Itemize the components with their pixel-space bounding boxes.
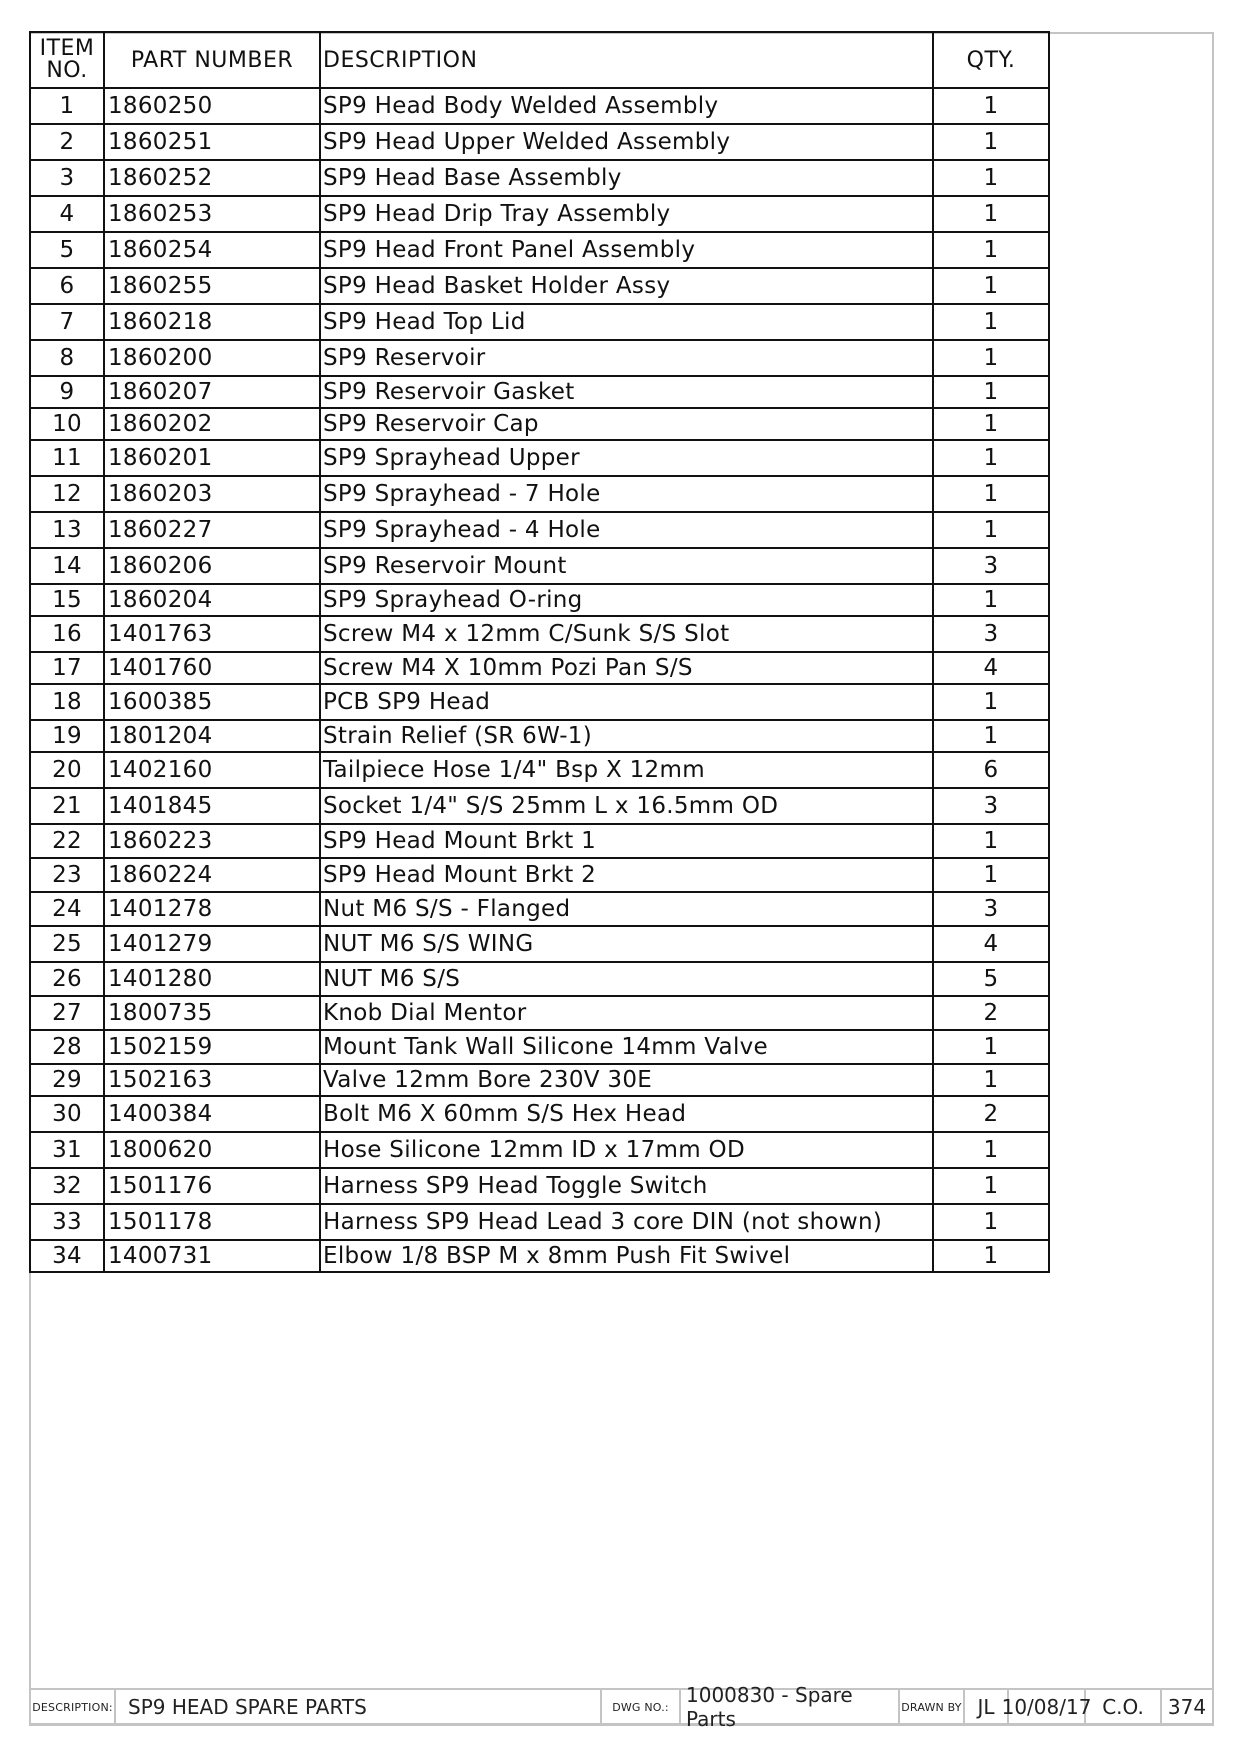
co-value: 374 xyxy=(1167,1695,1207,1719)
date-value: 10/08/17 xyxy=(1009,1690,1086,1724)
part-number-cell: 1860251 xyxy=(104,124,320,160)
item-number-cell: 24 xyxy=(30,892,104,926)
item-number-cell: 14 xyxy=(30,548,104,584)
item-number-cell: 1 xyxy=(30,88,104,124)
description-cell: PCB SP9 Head xyxy=(320,684,933,720)
table-row xyxy=(30,996,1049,1030)
part-number-cell: 1502159 xyxy=(104,1030,320,1064)
table-row xyxy=(30,408,1049,440)
quantity-cell: 1 xyxy=(933,1030,1049,1064)
item-number-cell: 11 xyxy=(30,440,104,476)
table-row xyxy=(30,512,1049,548)
part-number-cell: 1860200 xyxy=(104,340,320,376)
item-number-cell: 9 xyxy=(30,376,104,408)
quantity-cell: 3 xyxy=(933,788,1049,824)
description-cell: SP9 Sprayhead - 4 Hole xyxy=(320,512,933,548)
table-row xyxy=(30,1132,1049,1168)
part-number-cell: 1860204 xyxy=(104,584,320,616)
description-cell: SP9 Sprayhead Upper xyxy=(320,440,933,476)
part-number-cell: 1402160 xyxy=(104,752,320,788)
quantity-cell: 1 xyxy=(933,824,1049,858)
item-number-cell: 26 xyxy=(30,962,104,996)
part-number-cell: 1860255 xyxy=(104,268,320,304)
part-number-cell: 1600385 xyxy=(104,684,320,720)
quantity-cell: 1 xyxy=(933,196,1049,232)
part-number-cell: 1502163 xyxy=(104,1064,320,1096)
part-number-cell: 1860253 xyxy=(104,196,320,232)
description-cell: Knob Dial Mentor xyxy=(320,996,933,1030)
header-item-line2: NO. xyxy=(46,58,88,83)
item-number-cell: 7 xyxy=(30,304,104,340)
item-number-cell: 34 xyxy=(30,1240,104,1272)
quantity-cell: 1 xyxy=(933,160,1049,196)
description-cell: Tailpiece Hose 1/4" Bsp X 12mm xyxy=(320,752,933,788)
header-qty: QTY. xyxy=(933,32,1049,88)
quantity-cell: 1 xyxy=(933,684,1049,720)
table-row xyxy=(30,304,1049,340)
quantity-cell: 1 xyxy=(933,232,1049,268)
table-row xyxy=(30,1204,1049,1240)
quantity-cell: 3 xyxy=(933,616,1049,652)
table-row xyxy=(30,892,1049,926)
item-number-cell: 19 xyxy=(30,720,104,752)
part-number-cell: 1501178 xyxy=(104,1204,320,1240)
description-cell: Screw M4 x 12mm C/Sunk S/S Slot xyxy=(320,616,933,652)
quantity-cell: 1 xyxy=(933,340,1049,376)
description-cell: Harness SP9 Head Toggle Switch xyxy=(320,1168,933,1204)
part-number-cell: 1860218 xyxy=(104,304,320,340)
item-number-cell: 20 xyxy=(30,752,104,788)
item-number-cell: 30 xyxy=(30,1096,104,1132)
quantity-cell: 1 xyxy=(933,1132,1049,1168)
part-number-cell: 1401279 xyxy=(104,926,320,962)
description-cell: Bolt M6 X 60mm S/S Hex Head xyxy=(320,1096,933,1132)
table-row xyxy=(30,124,1049,160)
table-row xyxy=(30,1030,1049,1064)
description-cell: SP9 Head Front Panel Assembly xyxy=(320,232,933,268)
description-cell: Screw M4 X 10mm Pozi Pan S/S xyxy=(320,652,933,684)
table-row xyxy=(30,684,1049,720)
part-number-cell: 1860223 xyxy=(104,824,320,858)
item-number-cell: 17 xyxy=(30,652,104,684)
item-number-cell: 23 xyxy=(30,858,104,892)
part-number-cell: 1860252 xyxy=(104,160,320,196)
quantity-cell: 1 xyxy=(933,124,1049,160)
quantity-cell: 2 xyxy=(933,996,1049,1030)
quantity-cell: 2 xyxy=(933,1096,1049,1132)
quantity-cell: 1 xyxy=(933,720,1049,752)
part-number-cell: 1860254 xyxy=(104,232,320,268)
quantity-cell: 1 xyxy=(933,88,1049,124)
description-cell: Mount Tank Wall Silicone 14mm Valve xyxy=(320,1030,933,1064)
description-cell: SP9 Reservoir Cap xyxy=(320,408,933,440)
table-body xyxy=(30,88,1049,1272)
item-number-cell: 29 xyxy=(30,1064,104,1096)
item-number-cell: 4 xyxy=(30,196,104,232)
table-row xyxy=(30,962,1049,996)
item-number-cell: 33 xyxy=(30,1204,104,1240)
table-row xyxy=(30,376,1049,408)
description-cell: SP9 Head Mount Brkt 2 xyxy=(320,858,933,892)
item-number-cell: 15 xyxy=(30,584,104,616)
description-cell: SP9 Sprayhead - 7 Hole xyxy=(320,476,933,512)
part-number-cell: 1401763 xyxy=(104,616,320,652)
description-cell: SP9 Head Drip Tray Assembly xyxy=(320,196,933,232)
item-number-cell: 18 xyxy=(30,684,104,720)
part-number-cell: 1860207 xyxy=(104,376,320,408)
description-cell: SP9 Sprayhead O-ring xyxy=(320,584,933,616)
description-cell: SP9 Reservoir xyxy=(320,340,933,376)
description-cell: SP9 Head Mount Brkt 1 xyxy=(320,824,933,858)
drawn-by-label: DRAWN BY xyxy=(900,1690,965,1724)
table-row xyxy=(30,652,1049,684)
part-number-cell: 1860202 xyxy=(104,408,320,440)
part-number-cell: 1860224 xyxy=(104,858,320,892)
description-cell: NUT M6 S/S WING xyxy=(320,926,933,962)
part-number-cell: 1401845 xyxy=(104,788,320,824)
part-number-cell: 1501176 xyxy=(104,1168,320,1204)
description-cell: Nut M6 S/S - Flanged xyxy=(320,892,933,926)
item-number-cell: 28 xyxy=(30,1030,104,1064)
description-value: SP9 HEAD SPARE PARTS xyxy=(116,1690,602,1724)
table-row xyxy=(30,752,1049,788)
part-number-cell: 1401278 xyxy=(104,892,320,926)
quantity-cell: 1 xyxy=(933,1204,1049,1240)
item-number-cell: 8 xyxy=(30,340,104,376)
description-cell: Strain Relief (SR 6W-1) xyxy=(320,720,933,752)
table-row xyxy=(30,824,1049,858)
quantity-cell: 4 xyxy=(933,652,1049,684)
description-cell: NUT M6 S/S xyxy=(320,962,933,996)
table-row xyxy=(30,616,1049,652)
item-number-cell: 21 xyxy=(30,788,104,824)
table-row xyxy=(30,584,1049,616)
header-description: DESCRIPTION xyxy=(320,32,933,88)
table-row xyxy=(30,340,1049,376)
description-label: DESCRIPTION: xyxy=(31,1690,116,1724)
table-row xyxy=(30,926,1049,962)
table-row xyxy=(30,1240,1049,1272)
part-number-cell: 1401280 xyxy=(104,962,320,996)
description-cell: Valve 12mm Bore 230V 30E xyxy=(320,1064,933,1096)
quantity-cell: 1 xyxy=(933,304,1049,340)
table-row xyxy=(30,720,1049,752)
quantity-cell: 1 xyxy=(933,268,1049,304)
drawn-by-value: JL xyxy=(965,1690,1009,1724)
quantity-cell: 1 xyxy=(933,1064,1049,1096)
description-cell: SP9 Reservoir Gasket xyxy=(320,376,933,408)
quantity-cell: 6 xyxy=(933,752,1049,788)
item-number-cell: 3 xyxy=(30,160,104,196)
quantity-cell: 3 xyxy=(933,548,1049,584)
quantity-cell: 1 xyxy=(933,440,1049,476)
quantity-cell: 1 xyxy=(933,1168,1049,1204)
header-item-no xyxy=(30,32,104,88)
part-number-cell: 1400731 xyxy=(104,1240,320,1272)
table-row xyxy=(30,88,1049,124)
quantity-cell: 1 xyxy=(933,1240,1049,1272)
header-part-number: PART NUMBER xyxy=(104,32,320,88)
quantity-cell: 3 xyxy=(933,892,1049,926)
title-block xyxy=(29,1683,1214,1731)
quantity-cell: 5 xyxy=(933,962,1049,996)
quantity-cell: 1 xyxy=(933,376,1049,408)
table-row xyxy=(30,1064,1049,1096)
part-number-cell: 1860201 xyxy=(104,440,320,476)
item-number-cell: 13 xyxy=(30,512,104,548)
dwg-no-label: DWG NO.: xyxy=(602,1690,681,1724)
description-cell: Hose Silicone 12mm ID x 17mm OD xyxy=(320,1132,933,1168)
table-row xyxy=(30,1168,1049,1204)
quantity-cell: 1 xyxy=(933,476,1049,512)
item-number-cell: 10 xyxy=(30,408,104,440)
item-number-cell: 16 xyxy=(30,616,104,652)
table-row xyxy=(30,788,1049,824)
quantity-cell: 1 xyxy=(933,584,1049,616)
part-number-cell: 1800620 xyxy=(104,1132,320,1168)
description-cell: SP9 Head Upper Welded Assembly xyxy=(320,124,933,160)
bill-of-materials-table xyxy=(29,31,1050,1273)
quantity-cell: 1 xyxy=(933,408,1049,440)
quantity-cell: 1 xyxy=(933,512,1049,548)
item-number-cell: 5 xyxy=(30,232,104,268)
description-cell: SP9 Head Base Assembly xyxy=(320,160,933,196)
description-cell: SP9 Head Top Lid xyxy=(320,304,933,340)
co-label: C.O. xyxy=(1086,1690,1162,1724)
quantity-cell: 1 xyxy=(933,858,1049,892)
table-row xyxy=(30,476,1049,512)
dwg-no-value: 1000830 - Spare Parts xyxy=(681,1690,900,1724)
table-header-row xyxy=(30,32,1049,88)
part-number-cell: 1800735 xyxy=(104,996,320,1030)
part-number-cell: 1801204 xyxy=(104,720,320,752)
table-row xyxy=(30,160,1049,196)
item-number-cell: 6 xyxy=(30,268,104,304)
item-number-cell: 25 xyxy=(30,926,104,962)
table-row xyxy=(30,1096,1049,1132)
part-number-cell: 1860203 xyxy=(104,476,320,512)
part-number-cell: 1400384 xyxy=(104,1096,320,1132)
description-cell: SP9 Head Basket Holder Assy xyxy=(320,268,933,304)
part-number-cell: 1401760 xyxy=(104,652,320,684)
description-cell: Harness SP9 Head Lead 3 core DIN (not shown) xyxy=(320,1204,933,1240)
item-number-cell: 12 xyxy=(30,476,104,512)
table-row xyxy=(30,268,1049,304)
table-row xyxy=(30,548,1049,584)
table-row xyxy=(30,440,1049,476)
part-number-cell: 1860250 xyxy=(104,88,320,124)
table-row xyxy=(30,858,1049,892)
item-number-cell: 31 xyxy=(30,1132,104,1168)
item-number-cell: 22 xyxy=(30,824,104,858)
part-number-cell: 1860206 xyxy=(104,548,320,584)
description-cell: Elbow 1/8 BSP M x 8mm Push Fit Swivel xyxy=(320,1240,933,1272)
description-cell: SP9 Head Body Welded Assembly xyxy=(320,88,933,124)
item-number-cell: 32 xyxy=(30,1168,104,1204)
quantity-cell: 4 xyxy=(933,926,1049,962)
part-number-cell: 1860227 xyxy=(104,512,320,548)
header-item-line1: ITEM xyxy=(39,36,95,61)
description-cell: SP9 Reservoir Mount xyxy=(320,548,933,584)
description-cell: Socket 1/4" S/S 25mm L x 16.5mm OD xyxy=(320,788,933,824)
item-number-cell: 2 xyxy=(30,124,104,160)
item-number-cell: 27 xyxy=(30,996,104,1030)
table-row xyxy=(30,196,1049,232)
table-row xyxy=(30,232,1049,268)
